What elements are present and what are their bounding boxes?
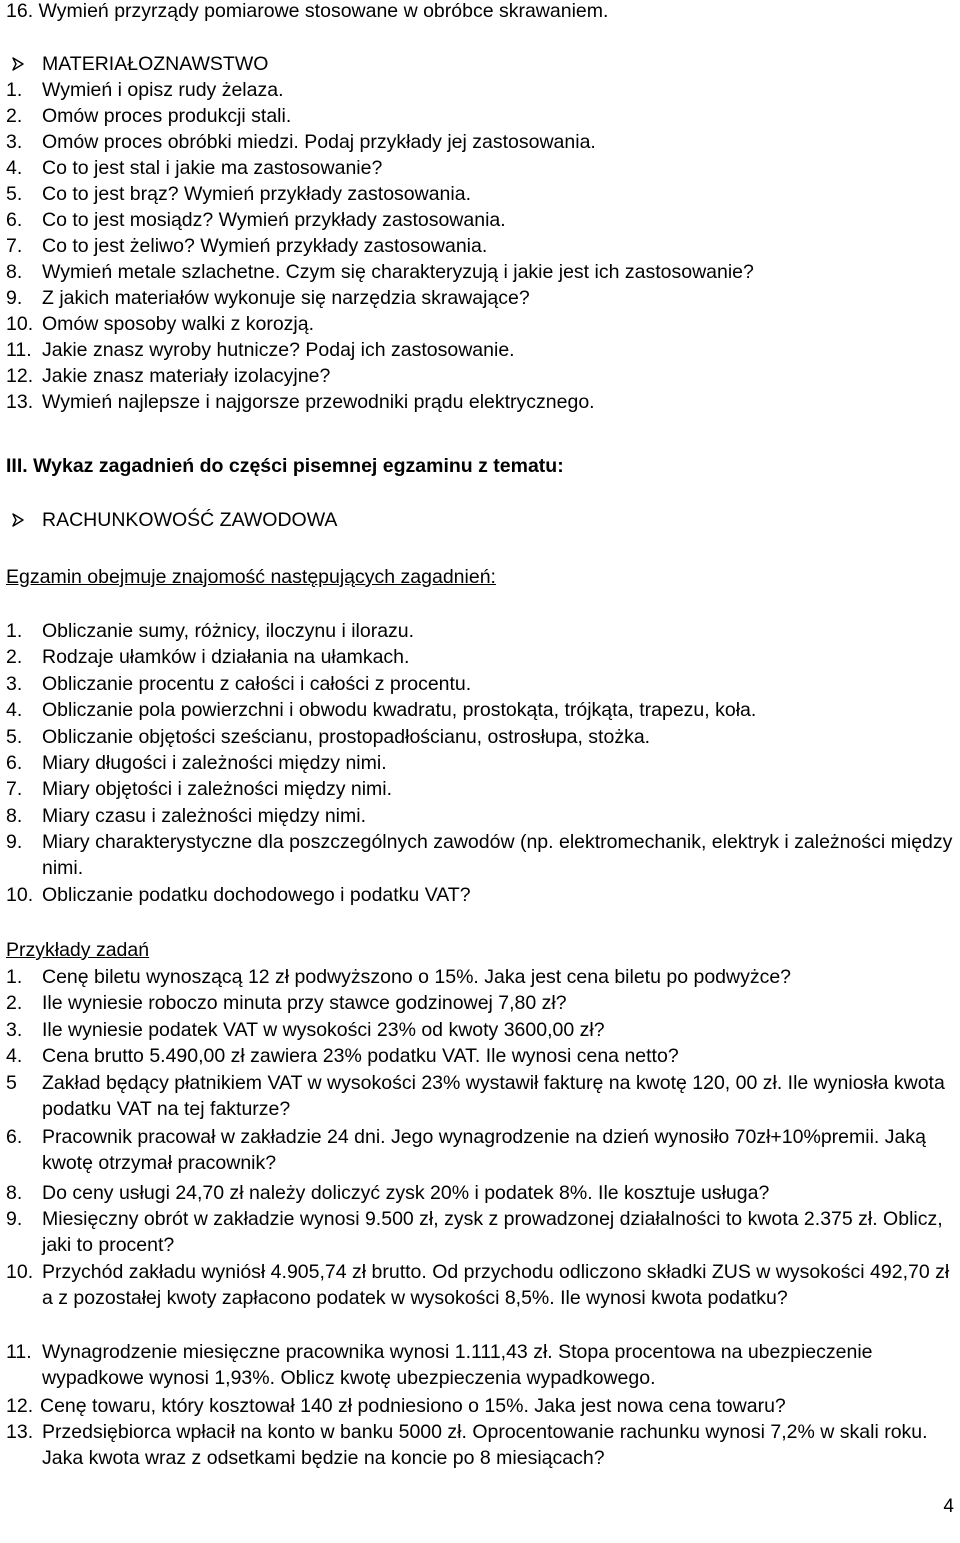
list-item: 9. Miesięczny obrót w zakładzie wynosi 9.500 zł, zysk z prowadzonej działalności to kwota 2.375 zł. Oblicz, jaki to procent? — [6, 1208, 943, 1256]
list-item: 10. Przychód zakładu wyniósł 4.905,74 zł brutto. Od przychodu odliczono składki ZUS w wysokości 492,70 zł a z pozostałej kwoty zapłacono podatek w wysokości 8,5%. Ile wynosi kwota podatku? — [6, 1261, 950, 1309]
page-number: 4 — [943, 1496, 954, 1517]
document-page: 16. Wymień przyrządy pomiarowe stosowane w obróbce skrawaniem. MATERIAŁOZNAWSTWO 1. Wymień i opisz rudy żelaza. 2. Omów proces produkcji stali. 3. Omów proces obróbki miedzi. Podaj przykłady jej zastosowania. 4. Co to jest stal i jakie ma zastosowanie? 5. Co to jest brąz? Wymień przykłady zastosowania. 6. Co to jest mosiądz? Wymień przykłady zastosowania. 7. Co to jest żeliwo? Wymień przykłady zastosowania. 8. Wymień metale szlachetne. Czym się charakteryzują i jakie jest ich zastosowanie? 9. Z jakich materiałów wykonuje się narzędzia skrawające? 10. Omów sposoby walki z korozją. 11. Jakie znasz wyroby hutnicze? Podaj ich zastosowanie. 12. Jakie znasz materiały izolacyjne? 13. Wymień najlepsze i najgorsze przewodniki prądu elektrycznego. III. Wykaz zagadnień do części pisemnej egzaminu z tematu: RACHUNKOWOŚĆ ZAWODOWA Egzamin obejmuje znajomość następujących zagadnień: 1. Obliczanie sumy, różnicy, iloczynu i ilorazu. 2. Rodzaje ułamków i działania na ułamkach. 3. Obliczanie procentu z całości i całości z procentu. 4. Obliczanie pola powierzchni i obwodu kwadratu, prostokąta, trójkąta, trapezu, koła. 5. Obliczanie objętości sześcianu, prostopadłościanu, ostrosłupa, stożka. 6. Miary długości i zależności między nimi. 7. Miary objętości i zależności między nimi. 8. Miary czasu i zależności między nimi. 9. Miary charakterystyczne dla poszczególnych zawodów (np. elektromechanik, elektryk i zależności między nimi. 10. Obliczanie podatku dochodowego i podatku VAT? Przykłady zadań 1. Cenę biletu wynoszącą 12 zł podwyższono o 15%. Jaka jest cena biletu po podwyżce? 2. Ile wyniesie roboczo minuta przy stawce godzinowej 7,80 zł? 3. Ile wyniesie podatek VAT w wysokości 23% od kwoty 3600,00 zł? 4. Cena brutto 5.490,00 zł zawiera 23% podatku VAT. Ile wynosi cena netto? 5 Zakład będący płatnikiem VAT w wysokości 23% wystawił fakturę na kwotę 120, 00 zł. Ile wyniosła kwota podatku VAT na tej fakturze? 6. Pracownik pracował w zakładzie 24 dni. Jego wynagrodzenie na dzień wynosiło 70zł+10%premii. Jaką kwotę otrzymał pracownik? 8. Do ceny usługi 24,70 zł należy doliczyć zysk 20% i podatek 8%. Ile kosztuje usługa? 9. Miesięczny obrót w zakładzie wynosi 9.500 zł, zysk z prowadzonej działalności to kwota 2.375 zł. Oblicz, jaki to procent? 10. Przychód zakładu wyniósł 4.905,74 zł brutto. Od przychodu odliczono składki ZUS w wysokości 492,70 zł a z pozostałej kwoty zapłacono podatek w wysokości 8,5%. Ile wynosi kwota podatku? 11. Wynagrodzenie miesięczne pracownika wynosi 1.111,43 zł. Stopa procentowa na ubezpieczenie wypadkowe wynosi 1,93%. Oblicz kwotę ubezpieczenia wypadkowego. 12. Cenę towaru, który kosztował 140 zł podniesiono o 15%. Jaka jest nowa cena towaru? 13. Przedsiębiorca wpłacił na konto w banku 5000 zł. Oprocentowanie rachunku wynosi 7,2% w skali roku. Jaka kwota wraz z odsetkami będzie na koncie po 8 miesiącach? 4 — [6, 0, 954, 1517]
top-item: 16. Wymień przyrządy pomiarowe stosowane w obróbce skrawaniem. — [6, 0, 609, 22]
examples-heading: Przykłady zadań — [6, 939, 150, 961]
list-item: 5 Zakład będący płatnikiem VAT w wysokości 23% wystawił fakturę na kwotę 120, 00 zł. Ile wyniosła kwota podatku VAT na tej fakturze? — [6, 1072, 945, 1120]
list-item: 13. Przedsiębiorca wpłacił na konto w banku 5000 zł. Oprocentowanie rachunku wynosi 7,2% w skali roku. Jaka kwota wraz z odsetkami będzie na koncie po 8 miesiącach? — [6, 1421, 928, 1469]
arrow-bullet-icon — [10, 507, 32, 533]
arrow-bullet-icon — [10, 51, 32, 77]
section-title: III. Wykaz zagadnień do części pisemnej egzaminu z tematu: — [6, 455, 564, 477]
section-subheading: RACHUNKOWOŚĆ ZAWODOWA — [42, 509, 338, 531]
list-item: 11. Wynagrodzenie miesięczne pracownika wynosi 1.111,43 zł. Stopa procentowa na ubezpieczenie wypadkowe wynosi 1,93%. Oblicz kwotę ubezpieczenia wypadkowego. — [6, 1341, 873, 1389]
section-heading-materials: MATERIAŁOZNAWSTWO — [42, 53, 269, 75]
list-item: 9. Miary charakterystyczne dla poszczególnych zawodów (np. elektromechanik, elektryk i zależności między nimi. — [6, 831, 953, 879]
list-item: 6. Pracownik pracował w zakładzie 24 dni. Jego wynagrodzenie na dzień wynosiło 70zł+10%premii. Jaką kwotę otrzymał pracownik? — [6, 1126, 926, 1174]
scope-heading: Egzamin obejmuje znajomość następujących zagadnień: — [6, 566, 496, 588]
